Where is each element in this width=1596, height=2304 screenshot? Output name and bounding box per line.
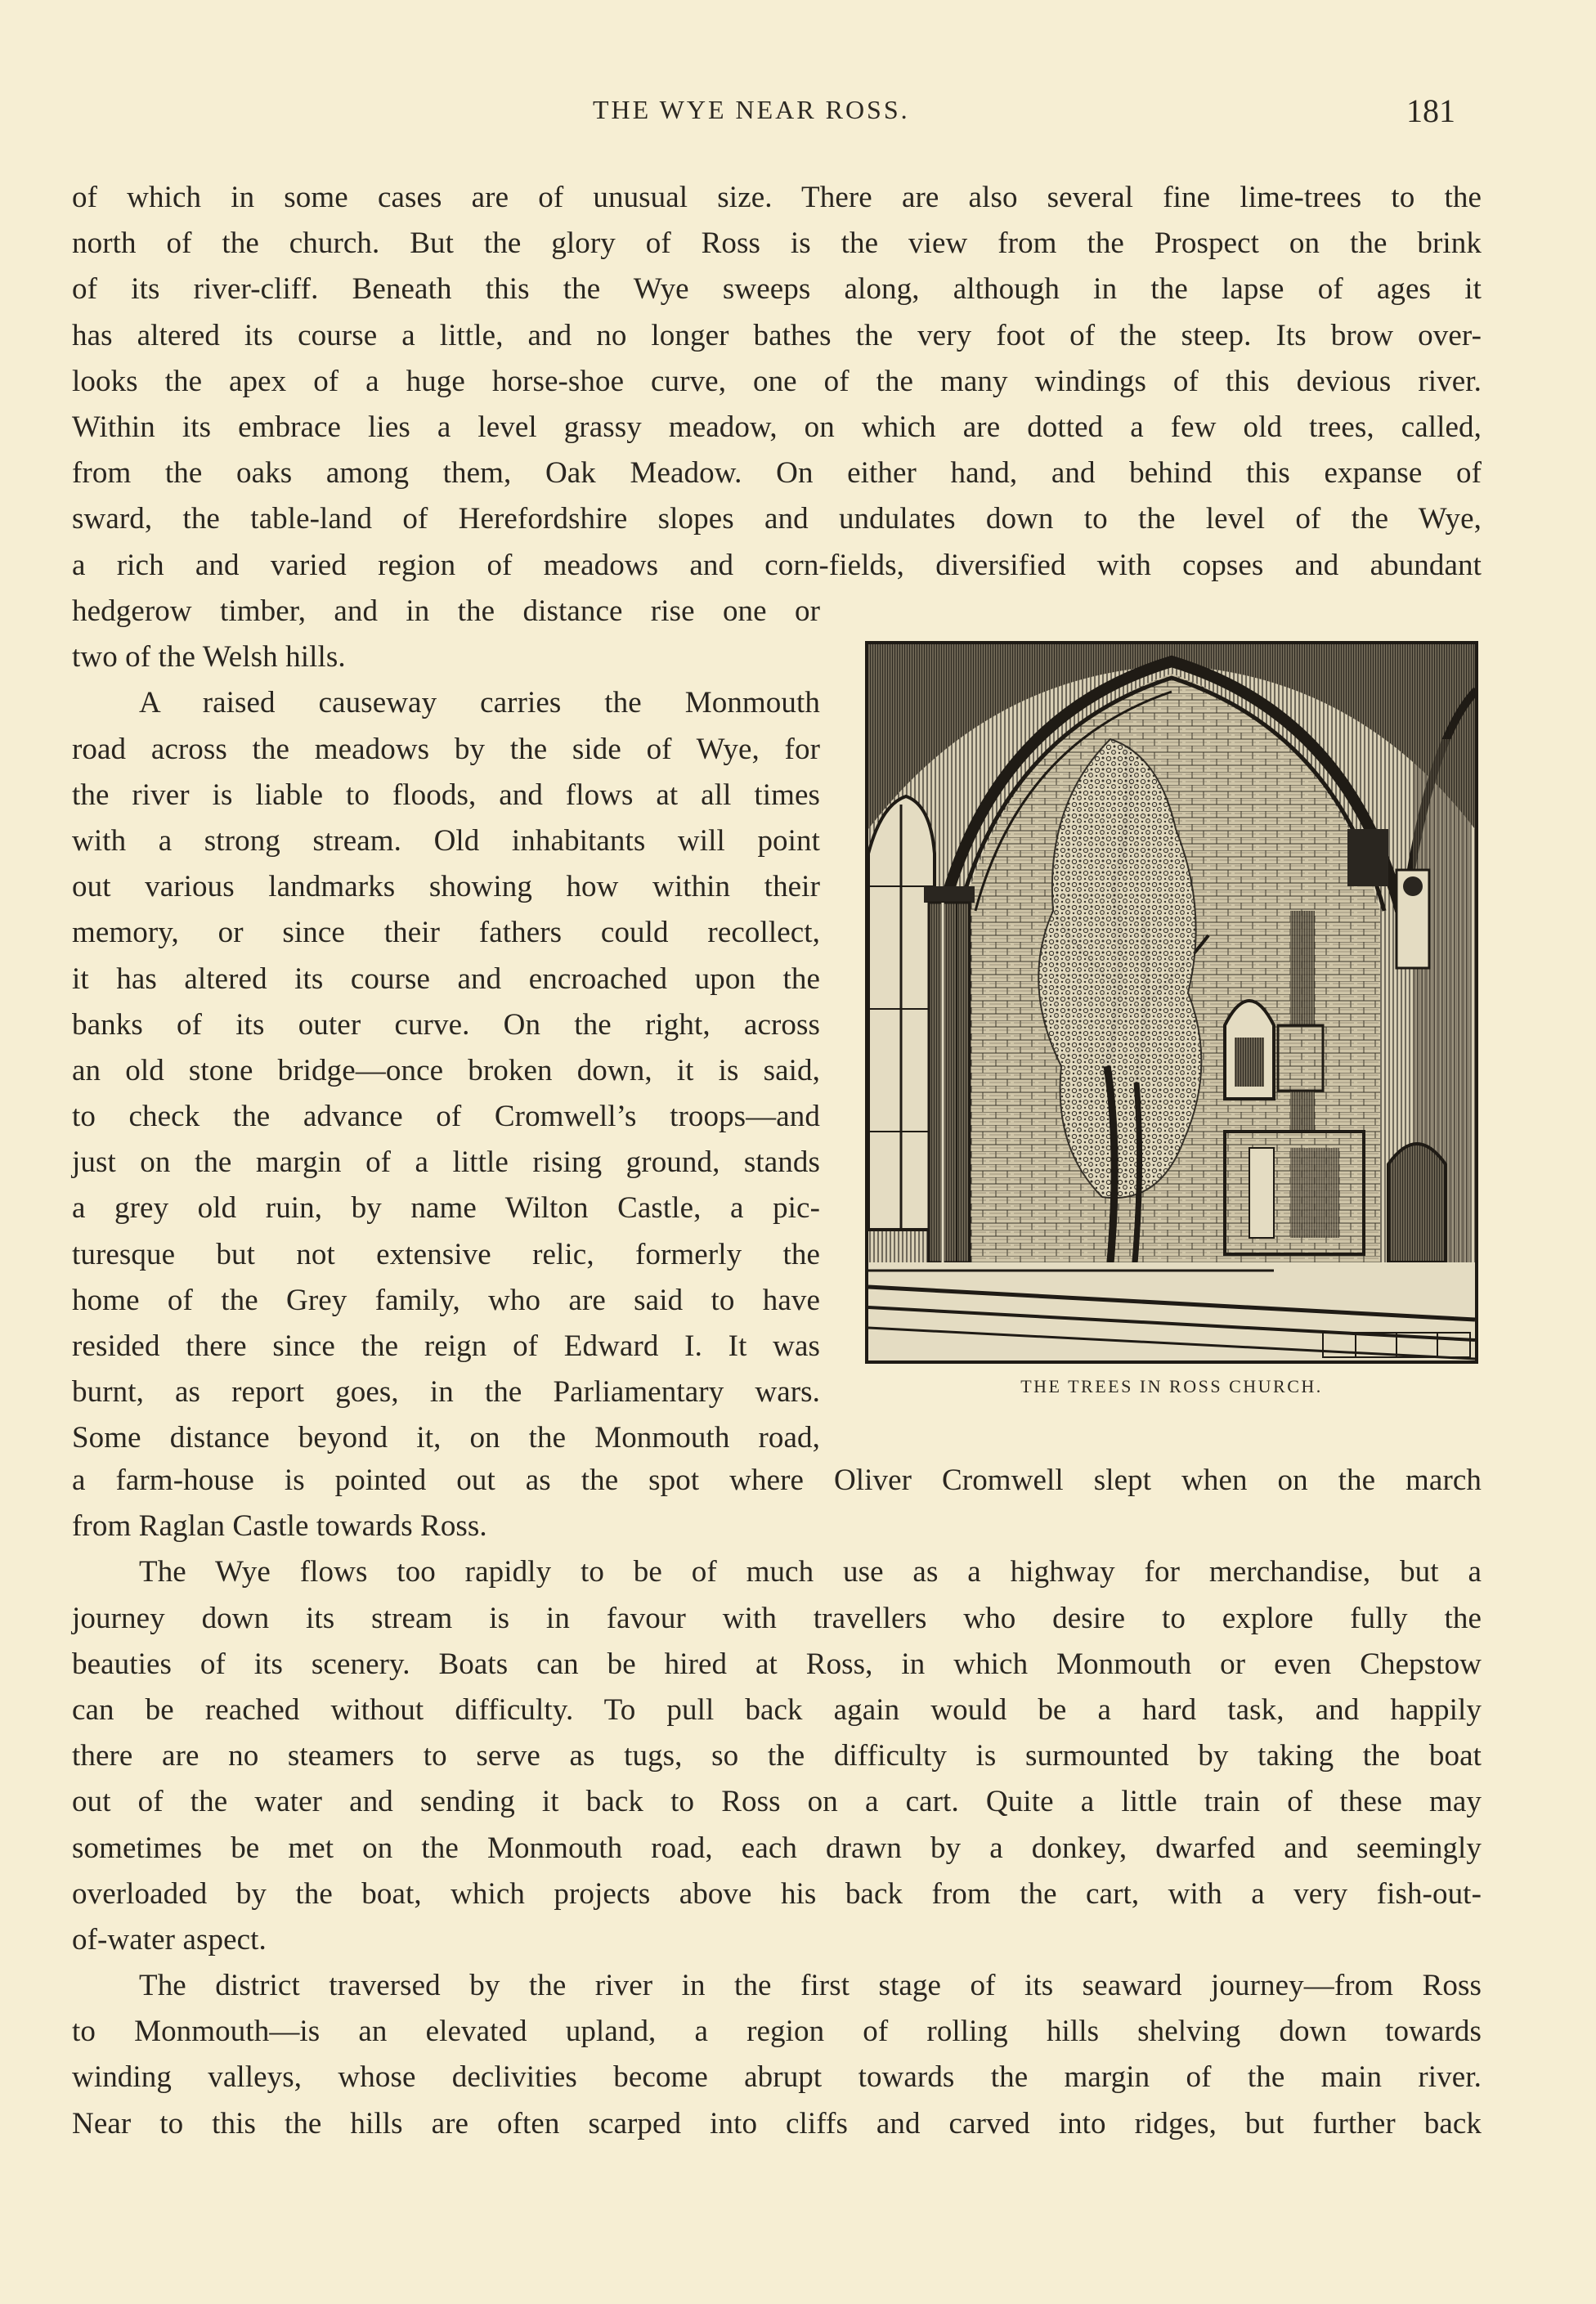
text-line: Near to this the hills are often scarped into cliffs and carved into ridges, but further back (72, 2106, 1482, 2140)
text-line: it has altered its course and encroached upon the (72, 961, 820, 996)
text-line: beauties of its scenery. Boats can be hired at Ross, in which Monmouth or even Chepstow (72, 1647, 1482, 1681)
text-line: resided there since the reign of Edward I. It was (72, 1329, 820, 1363)
text-line: to Monmouth—is an elevated upland, a region of rolling hills shelving down towards (72, 2015, 1482, 2049)
text-line: Some distance beyond it, on the Monmouth road, (72, 1421, 820, 1455)
paragraph-top (72, 175, 1482, 589)
text-line: of its river-cliff. Beneath this the Wye sweeps along, although in the lapse of ages it (72, 272, 1482, 307)
paragraph-bottom (72, 1458, 1482, 2147)
text-line: has altered its course a little, and no longer bathes the very foot of the steep. Its brow over- (72, 318, 1482, 352)
text-line: a rich and varied region of meadows and corn-fields, diversified with copses and abundant (72, 548, 1482, 582)
text-line: an old stone bridge—once broken down, it is said, (72, 1053, 820, 1087)
text-line: turesque but not extensive relic, formerly the (72, 1237, 820, 1271)
text-line: of which in some cases are of unusual size. There are also several fine lime-trees to the (72, 181, 1482, 214)
text-line: The district traversed by the river in the first stage of its seaward journey—from Ross (139, 1969, 1482, 2003)
church-interior-engraving (865, 641, 1478, 1364)
text-line: burnt, as report goes, in the Parliamentary wars. (72, 1375, 820, 1410)
text-line: north of the church. But the glory of Ross is the view from the Prospect on the brink (72, 226, 1482, 261)
text-line: sometimes be met on the Monmouth road, each drawn by a donkey, dwarfed and seemingly (72, 1831, 1482, 1865)
text-line: hedgerow timber, and in the distance rise one or (72, 594, 820, 628)
text-line: looks the apex of a huge horse-shoe curve, one of the many windings of this devious river. (72, 364, 1482, 398)
text-line: out various landmarks showing how within their (72, 870, 820, 904)
text-line: road across the meadows by the side of Wye, for (72, 732, 820, 766)
text-line: of-water aspect. (72, 1922, 267, 1957)
text-line: winding valleys, whose declivities become abrupt towards the margin of the main river. (72, 2060, 1482, 2095)
text-line: there are no steamers to serve as tugs, so the difficulty is surmounted by taking the boat (72, 1739, 1482, 1773)
page-number: 181 (1406, 92, 1455, 129)
text-line: out of the water and sending it back to Ross on a cart. Quite a little train of these may (72, 1785, 1482, 1819)
text-line: the river is liable to floods, and flows at all times (72, 778, 820, 812)
text-line: overloaded by the boat, which projects above his back from the cart, with a very fish-out- (72, 1876, 1482, 1911)
running-head (0, 90, 1596, 131)
text-line: journey down its stream is in favour with travellers who desire to explore fully the (72, 1601, 1482, 1635)
text-line: just on the margin of a little rising ground, stands (72, 1145, 820, 1180)
text-line: to check the advance of Cromwell’s troops—and (72, 1100, 820, 1134)
text-line: banks of its outer curve. On the right, across (72, 1007, 820, 1042)
text-line: from Raglan Castle towards Ross. (72, 1509, 487, 1544)
text-line: can be reached without difficulty. To pull back again would be a hard task, and happily (72, 1692, 1482, 1727)
text-line: two of the Welsh hills. (72, 640, 346, 675)
text-line: home of the Grey family, who are said to have (72, 1283, 820, 1317)
text-line: A raised causeway carries the Monmouth (139, 686, 820, 720)
text-line: The Wye flows too rapidly to be of much use as a highway for merchandise, but a (139, 1555, 1482, 1589)
text-line: from the oaks among them, Oak Meadow. On either hand, and behind this expanse of (72, 456, 1482, 491)
running-title: THE WYE NEAR ROSS. (593, 95, 910, 124)
text-line: a grey old ruin, by name Wilton Castle, a pic- (72, 1191, 820, 1226)
text-line: Within its embrace lies a level grassy meadow, on which are dotted a few old trees, called, (72, 410, 1482, 444)
text-line: with a strong stream. Old inhabitants will point (72, 823, 820, 858)
text-line: a farm-house is pointed out as the spot where Oliver Cromwell slept when on the march (72, 1464, 1482, 1497)
text-line: sward, the table-land of Herefordshire slopes and undulates down to the level of the Wye, (72, 502, 1482, 536)
figure-caption: THE TREES IN ROSS CHURCH. (1020, 1376, 1323, 1396)
paragraph-beside-figure (72, 589, 820, 1462)
text-line: memory, or since their fathers could recollect, (72, 916, 820, 950)
